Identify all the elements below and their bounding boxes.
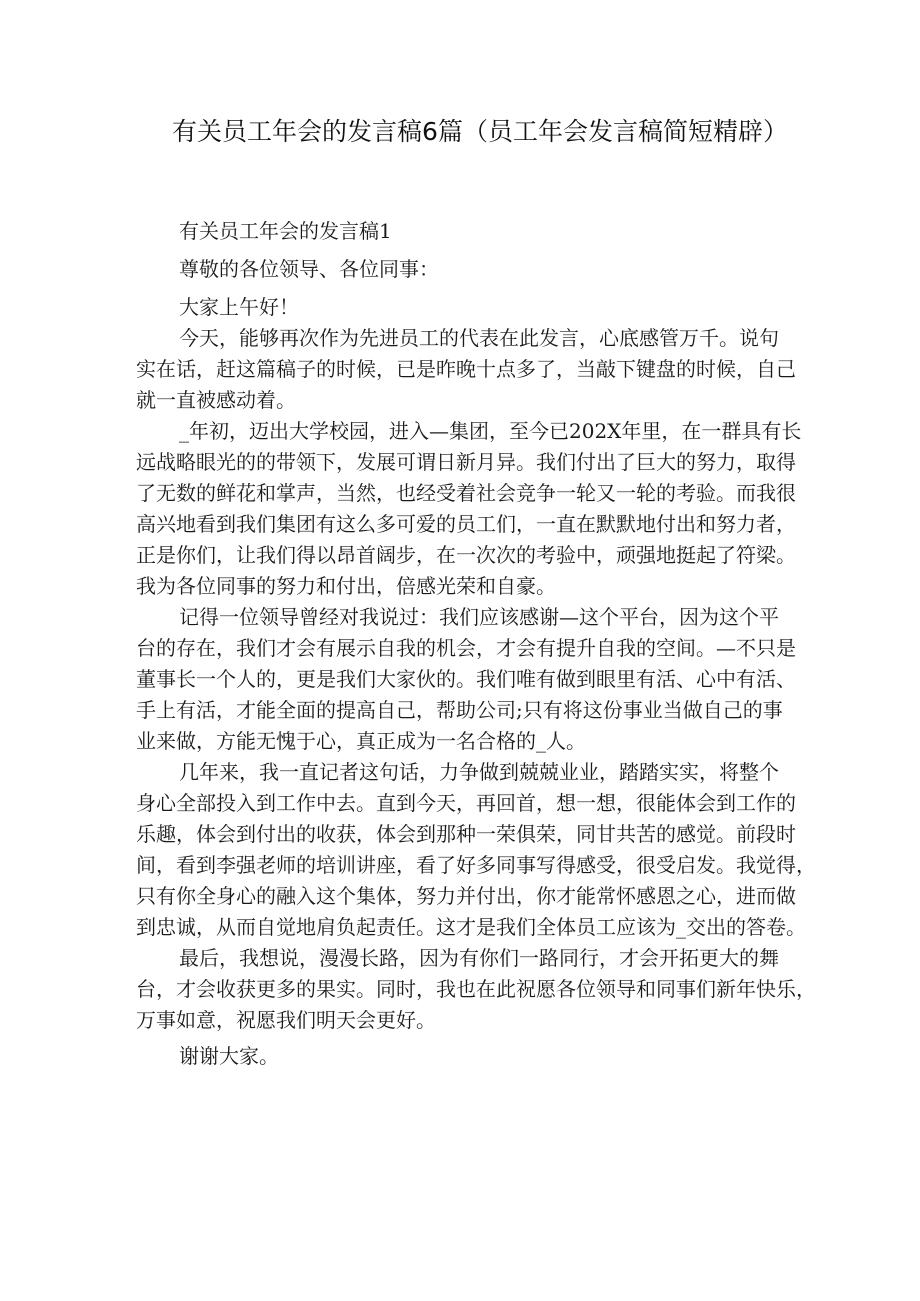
paragraph-line: 几年来，我一直记者这句话，力争做到兢兢业业，踏踏实实，将整个 bbox=[179, 760, 779, 784]
paragraph-line: 乐趣，体会到付出的收获，体会到那种一荣俱荣，同甘共苦的感觉。前段时 bbox=[136, 822, 796, 846]
paragraph-line: 万事如意，祝愿我们明天会更好。 bbox=[136, 1008, 436, 1032]
closing-line: 谢谢大家。 bbox=[179, 1044, 279, 1068]
paragraph-line: 实在话，赶这篇稿子的时候，已是昨晚十点多了，当敲下键盘的时候，自己 bbox=[136, 357, 796, 381]
paragraph-line: 我为各位同事的努力和付出，倍感光荣和自豪。 bbox=[136, 574, 556, 598]
document-title: 有关员工年会的发言稿6篇（员工年会发言稿简短精辟） bbox=[172, 117, 788, 146]
paragraph-line: 高兴地看到我们集团有这么多可爱的员工们，一直在默默地付出和努力者， bbox=[136, 512, 796, 536]
paragraph-line: 业来做，方能无愧于心，真正成为一名合格的_人。 bbox=[136, 729, 586, 753]
paragraph-line: _年初，迈出大学校园，进入—集团，至今已202X年里，在一群具有长 bbox=[179, 419, 802, 443]
paragraph-line: 了无数的鲜花和掌声，当然，也经受着社会竞争一轮又一轮的考验。而我很 bbox=[136, 481, 796, 505]
paragraph-line: 远战略眼光的的带领下，发展可谓日新月异。我们付出了巨大的努力，取得 bbox=[136, 450, 796, 474]
paragraph-line: 只有你全身心的融入这个集体，努力并付出，你才能常怀感恩之心，进而做 bbox=[136, 884, 796, 908]
paragraph-1 bbox=[136, 323, 800, 416]
paragraph-line: 最后，我想说，漫漫长路，因为有你们一路同行，才会开拓更大的舞 bbox=[179, 946, 779, 970]
section-heading: 有关员工年会的发言稿1 bbox=[179, 219, 392, 243]
paragraph-line: 间，看到李强老师的培训讲座，看了好多同事写得感受，很受启发。我觉得， bbox=[136, 853, 816, 877]
paragraph-line: 记得一位领导曾经对我说过：我们应该感谢—这个平台，因为这个平 bbox=[179, 605, 779, 629]
paragraph-line: 正是你们，让我们得以昂首阔步，在一次次的考验中，顽强地挺起了符梁。 bbox=[136, 543, 796, 567]
greeting: 大家上午好！ bbox=[179, 295, 299, 319]
paragraph-line: 身心全部投入到工作中去。直到今天，再回首，想一想，很能体会到工作的 bbox=[136, 791, 796, 815]
paragraph-line: 就一直被感动着。 bbox=[136, 388, 296, 412]
paragraph-3 bbox=[136, 602, 800, 757]
paragraph-2 bbox=[136, 416, 800, 602]
paragraph-line: 今天，能够再次作为先进员工的代表在此发言，心底感管万千。说句 bbox=[179, 326, 779, 350]
paragraph-5 bbox=[136, 943, 816, 1036]
salutation: 尊敬的各位领导、各位同事： bbox=[179, 257, 439, 281]
paragraph-line: 手上有活，才能全面的提高自己，帮助公司;只有将这份事业当做自己的事 bbox=[136, 698, 783, 722]
paragraph-4 bbox=[136, 757, 816, 943]
paragraph-line: 台，才会收获更多的果实。同时，我也在此祝愿各位领导和同事们新年快乐， bbox=[136, 977, 816, 1001]
paragraph-line: 董事长一个人的，更是我们大家伙的。我们唯有做到眼里有活、心中有活、 bbox=[136, 667, 796, 691]
paragraph-line: 台的存在，我们才会有展示自我的机会，才会有提升自我的空间。—不只是 bbox=[136, 636, 796, 660]
document-body bbox=[136, 216, 816, 1072]
paragraph-line: 到忠诚，从而自觉地肩负起责任。这才是我们全体员工应该为_交出的答卷。 bbox=[136, 915, 806, 939]
